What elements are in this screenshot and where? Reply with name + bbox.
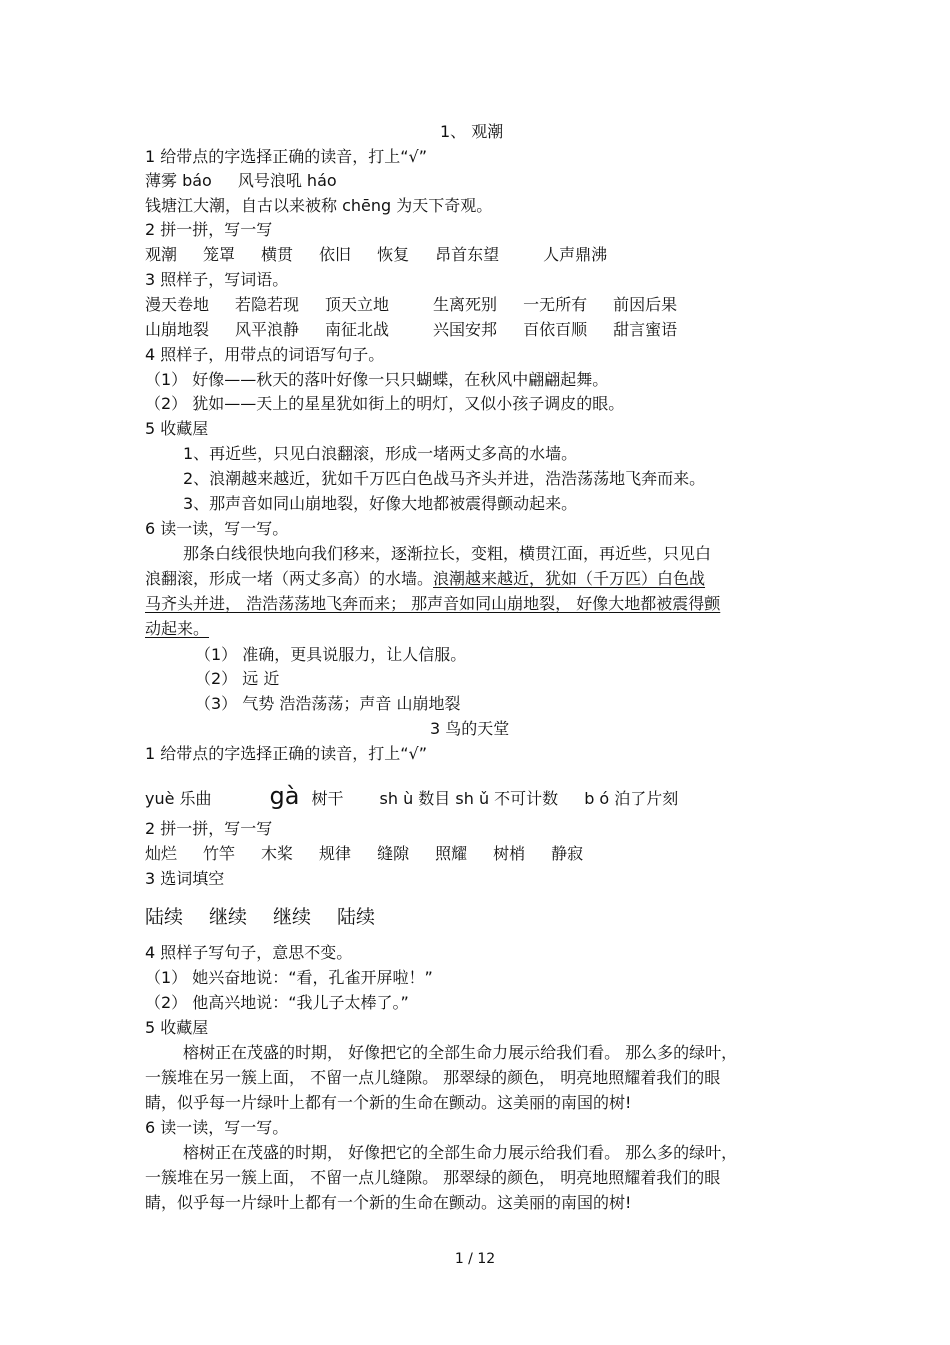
l3-q2-label: 2 拼一拼，写一写 (145, 819, 273, 838)
l1-q6-para-line-3: 马齐头并进， 浩浩荡荡地飞奔而来； 那声音如同山崩地裂， 好像大地都被震得颤 (145, 594, 721, 613)
l1-q5-item-1: 1、再近些，只见白浪翻滚，形成一堵两丈多高的水墙。 (183, 444, 578, 463)
reading-word: 树干 (311, 789, 344, 808)
reading-option-large: gà (269, 782, 300, 810)
l3-q2-words (145, 844, 583, 864)
reading-option: b ó 泊了片刻 (584, 789, 679, 808)
l1-q4-label: 4 照样子，用带点的词语写句子。 (145, 345, 385, 364)
word: 一无所有 (523, 295, 588, 314)
word: 恢复 (377, 245, 410, 264)
reading-option: yuè 乐曲 (145, 789, 212, 808)
l1-q6-para-line-4: 动起来。 (145, 619, 210, 638)
word: 陆续 (145, 906, 184, 928)
l1-q5-label: 5 收藏屋 (145, 419, 209, 438)
word: 继续 (209, 906, 248, 928)
word: 木桨 (261, 844, 294, 863)
l3-q5-para-line-2: 一簇堆在另一簇上面， 不留一点儿缝隙。 那翠绿的颜色， 明亮地照耀着我们的眼 (145, 1068, 721, 1087)
word: 继续 (273, 906, 312, 928)
l3-q4-label: 4 照样子写句子，意思不变。 (145, 943, 353, 962)
lesson-3-title: 3 鸟的天堂 (430, 719, 510, 738)
word: 百依百顺 (523, 320, 588, 339)
l1-q1-item: 风号浪吼 háo (237, 171, 337, 190)
l3-q3-words (145, 905, 375, 929)
l1-q4-sentence-2: （2） 犹如——天上的星星犹如街上的明灯，又似小孩子调皮的眼。 (145, 394, 625, 413)
word: 照耀 (435, 844, 468, 863)
l1-q1-line1 (145, 171, 337, 191)
l1-q3-row2 (145, 320, 677, 340)
l3-q6-label: 6 读一读，写一写。 (145, 1118, 289, 1137)
l1-q2-words (145, 245, 607, 265)
l1-q1-line2: 钱塘江大潮，自古以来被称 chēng 为天下奇观。 (145, 196, 493, 215)
l1-q2-label: 2 拼一拼，写一写 (145, 220, 273, 239)
l3-q6-para-line-1: 榕树正在茂盛的时期， 好像把它的全部生命力展示给我们看。 那么多的绿叶， (183, 1143, 738, 1162)
reading-option: sh ù 数目 sh ǔ 不可计数 (379, 789, 559, 808)
word: 漫天卷地 (145, 295, 210, 314)
word: 风平浪静 (235, 320, 300, 339)
l3-q5-para-line-3: 睛，似乎每一片绿叶上都有一个新的生命在颤动。这美丽的南国的树! (145, 1093, 632, 1112)
word: 竹竿 (203, 844, 236, 863)
word: 灿烂 (145, 844, 178, 863)
word: 顶天立地 (325, 295, 390, 314)
word: 依旧 (319, 245, 352, 264)
l1-q6-para-line-2 (145, 569, 705, 589)
text-plain: 浪翻滚，形成一堵（两丈多高）的水墙。 (145, 569, 434, 588)
l3-q5-label: 5 收藏屋 (145, 1018, 209, 1037)
word: 昂首东望 (435, 245, 500, 264)
word: 甜言蜜语 (613, 320, 678, 339)
word: 前因后果 (613, 295, 678, 314)
l1-q5-item-2: 2、浪潮越来越近，犹如千万匹白色战马齐头并进，浩浩荡荡地飞奔而来。 (183, 469, 706, 488)
l1-q6-answer-1: （1） 准确，更具说服力，让人信服。 (195, 645, 467, 664)
l1-q1-item: 薄雾 báo (145, 171, 212, 190)
word: 横贯 (261, 245, 294, 264)
lesson-1-title: 1、 观潮 (440, 122, 504, 141)
word: 陆续 (337, 906, 376, 928)
l1-q6-label: 6 读一读，写一写。 (145, 519, 289, 538)
l1-q1-label: 1 给带点的字选择正确的读音，打上“√” (145, 147, 428, 166)
word: 规律 (319, 844, 352, 863)
l1-q4-sentence-1: （1） 好像——秋天的落叶好像一只只蝴蝶，在秋风中翩翩起舞。 (145, 370, 609, 389)
word: 人声鼎沸 (543, 245, 608, 264)
l3-q6-para-line-3: 睛，似乎每一片绿叶上都有一个新的生命在颤动。这美丽的南国的树! (145, 1193, 632, 1212)
word: 缝隙 (377, 844, 410, 863)
l3-q1-label: 1 给带点的字选择正确的读音，打上“√” (145, 744, 428, 763)
l3-q6-para-line-2: 一簇堆在另一簇上面， 不留一点儿缝隙。 那翠绿的颜色， 明亮地照耀着我们的眼 (145, 1168, 721, 1187)
text-underlined: 浪潮越来越近，犹如（千万匹）白色战 (433, 569, 706, 588)
word: 静寂 (551, 844, 584, 863)
word: 兴国安邦 (433, 320, 498, 339)
l1-q6-answer-3: （3） 气势 浩浩荡荡；声音 山崩地裂 (195, 694, 461, 713)
l1-q3-row1 (145, 295, 677, 315)
word: 树梢 (493, 844, 526, 863)
word: 笼罩 (203, 245, 236, 264)
word: 若隐若现 (235, 295, 300, 314)
l1-q5-item-3: 3、那声音如同山崩地裂，好像大地都被震得颤动起来。 (183, 494, 578, 513)
l3-q4-sentence-1: （1） 她兴奋地说：“看，孔雀开屏啦！” (145, 968, 433, 987)
word: 观潮 (145, 245, 178, 264)
l3-q5-para-line-1: 榕树正在茂盛的时期， 好像把它的全部生命力展示给我们看。 那么多的绿叶， (183, 1043, 738, 1062)
l3-q1-options (145, 784, 678, 811)
word: 南征北战 (325, 320, 390, 339)
word: 生离死别 (433, 295, 498, 314)
word: 山崩地裂 (145, 320, 210, 339)
l3-q3-label: 3 选词填空 (145, 869, 225, 888)
page-number: 1 / 12 (454, 1251, 496, 1267)
l1-q6-answer-2: （2） 远 近 (195, 669, 280, 688)
l1-q3-label: 3 照样子，写词语。 (145, 270, 289, 289)
l1-q6-para-line-1: 那条白线很快地向我们移来，逐渐拉长，变粗，横贯江面，再近些，只见白 (183, 544, 712, 563)
l3-q4-sentence-2: （2） 他高兴地说：“我儿子太棒了。” (145, 993, 409, 1012)
